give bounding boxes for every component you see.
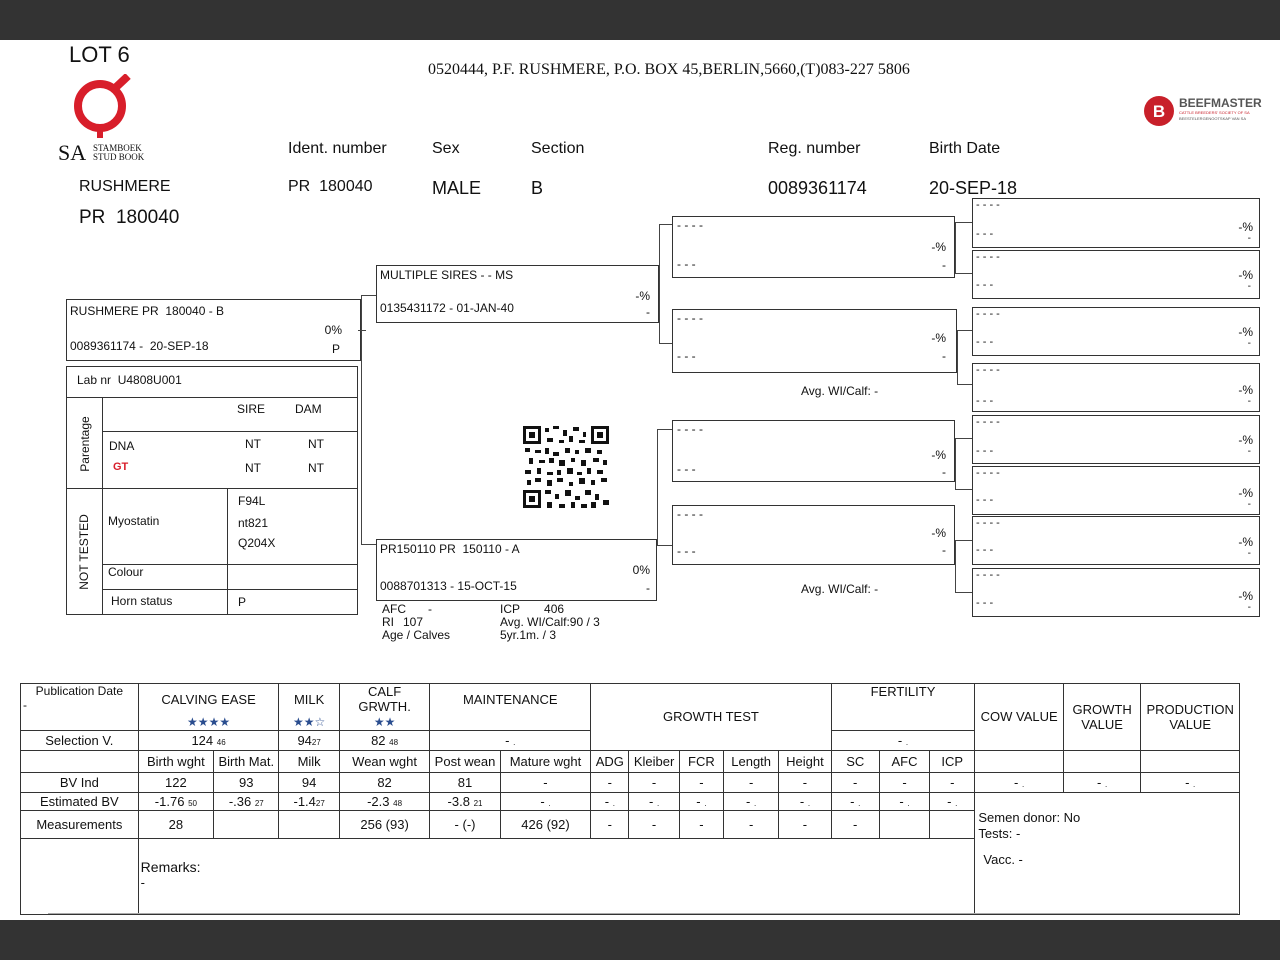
animal-name: RUSHMERE — [79, 178, 171, 195]
dam-stats-right: ICP 406 Avg. WI/Calf:90 / 3 5yr.1m. / 3 — [500, 602, 600, 642]
sire-box: MULTIPLE SIRES - - MS 0135431172 - 01-JAN-40 -% - — [376, 265, 659, 323]
reg-value: 0089361174 — [768, 178, 867, 198]
qr-code — [523, 426, 609, 508]
beefmaster-b-icon — [1143, 95, 1175, 127]
sire-connector — [659, 224, 672, 344]
sa-logo-letters: SA — [58, 140, 87, 165]
grandparent-box: - - - - - - - -% - — [672, 216, 955, 278]
dna-label: DNA — [109, 439, 135, 453]
avg-wi-calf-sire: Avg. WI/Calf: - — [801, 384, 879, 398]
remarks-cell: Remarks: - — [138, 838, 975, 914]
great-grandparent-box: - - - - - - - -% - — [972, 363, 1260, 412]
publication-date-cell: Publication Date - — [21, 684, 139, 731]
lab-panel: Lab nr U4808U001 Parentage NOT TESTED SIRE DAM DNA NT NT NT NT GT Myostatin F94L nt821 Q204X Colour Horn status P — [66, 366, 358, 615]
grandparent-box: - - - - - - - -% - — [672, 309, 957, 373]
parentage-side-label: Parentage — [78, 416, 92, 472]
reg-label: Reg. number — [768, 140, 861, 157]
great-grandparent-box: - - - - - - - -% - — [972, 466, 1260, 515]
birth-value: 20-SEP-18 — [929, 178, 1018, 198]
grandparent-box: - - - - - - - -% - — [672, 505, 955, 565]
gp-connector — [955, 438, 972, 490]
grandparent-box: - - - - - - - -% - — [672, 420, 955, 482]
dam-connector — [657, 429, 672, 546]
lot-number: LOT 6 — [69, 42, 130, 67]
ident-value: PR 180040 — [288, 178, 373, 195]
birth-label: Birth Date — [929, 140, 1001, 157]
footer-rule — [48, 913, 1238, 914]
dam-stats-left: AFC - RI 107 Age / Calves — [382, 602, 451, 642]
great-grandparent-box: - - - - - - - -% - — [972, 516, 1260, 565]
calf-growth-stars: ★★ — [339, 714, 430, 730]
calving-ease-stars: ★★★★ — [138, 714, 279, 730]
performance-table: Publication Date - CALVING EASE MILK CALF GRWTH. MAINTENANCE GROWTH TEST FERTILITY COW VALUE GROWTH VALUE PRODUCTION VALUE ★★★★ ★★☆ ★★ Selection V. 124 46 9427 82 48 - . - . Birth wght Birth Mat. Milk Wean wght Post wean Mature wght ADG Kleiber FCR Length Height SC AFC ICP BV Ind 122 93 94 82 81 - - - - - - - - - - . - . - . Estimated BV -1.76 50 -.36 27 -1.427 -2.3 48 -3.8 21 - . - . - . - . - . - . - . - . - . Measurements 28 256 (93) - (-) 426 (92) - - - - - - Semen donor: No Tests: - Vacc. - Remarks: - — [20, 683, 1240, 915]
stud-book-text: STAMBOEK STUD BOOK — [93, 143, 145, 162]
dam-box: PR150110 PR 150110 - A 0088701313 - 15-OCT-15 0% - — [376, 539, 657, 601]
gp-connector — [955, 540, 972, 593]
sex-value: MALE — [432, 178, 482, 198]
svg-text:B: B — [1152, 102, 1166, 121]
section-label: Section — [531, 140, 585, 157]
breeder-line: 0520444, P.F. RUSHMERE, P.O. BOX 45,BERLIN,5660,(T)083-227 5806 — [428, 61, 910, 78]
gp-connector — [955, 222, 972, 274]
semen-tests-cell: Semen donor: No Tests: - Vacc. - — [975, 810, 1240, 914]
not-tested-side-label: NOT TESTED — [77, 514, 91, 590]
lab-nr: Lab nr U4808U001 — [77, 373, 182, 387]
great-grandparent-box: - - - - - - - -% - — [972, 307, 1260, 356]
pedigree-connector — [361, 295, 376, 545]
gt-logo-icon: GT — [113, 461, 129, 473]
bottom-dark-bar — [0, 920, 1280, 960]
gp-connector — [957, 330, 972, 385]
avg-wi-calf-dam: Avg. WI/Calf: - — [801, 582, 879, 596]
ident-label: Ident. number — [288, 140, 387, 157]
top-dark-bar — [0, 0, 1280, 40]
beefmaster-logo: B BEEFMASTER CATTLE BREEDERS' SOCIETY OF SA BEESTELERGENOOTSKAP VAN SA — [1143, 95, 1268, 127]
section-value: B — [531, 178, 544, 198]
animal-pedigree-box: RUSHMERE PR 180040 - B 0089361174 - 20-SEP-18 0% P — [66, 299, 361, 361]
sex-label: Sex — [432, 140, 460, 157]
great-grandparent-box: - - - - - - - -% - — [972, 415, 1260, 464]
great-grandparent-box: - - - - - - - -% - — [972, 250, 1260, 299]
great-grandparent-box: - - - - - - - -% - — [972, 198, 1260, 248]
milk-stars: ★★☆ — [279, 714, 339, 730]
animal-id: PR 180040 — [79, 207, 180, 228]
great-grandparent-box: - - - - - - - -% - — [972, 568, 1260, 617]
qr-code-icon — [523, 426, 609, 508]
sa-studbook-logo — [58, 74, 158, 166]
